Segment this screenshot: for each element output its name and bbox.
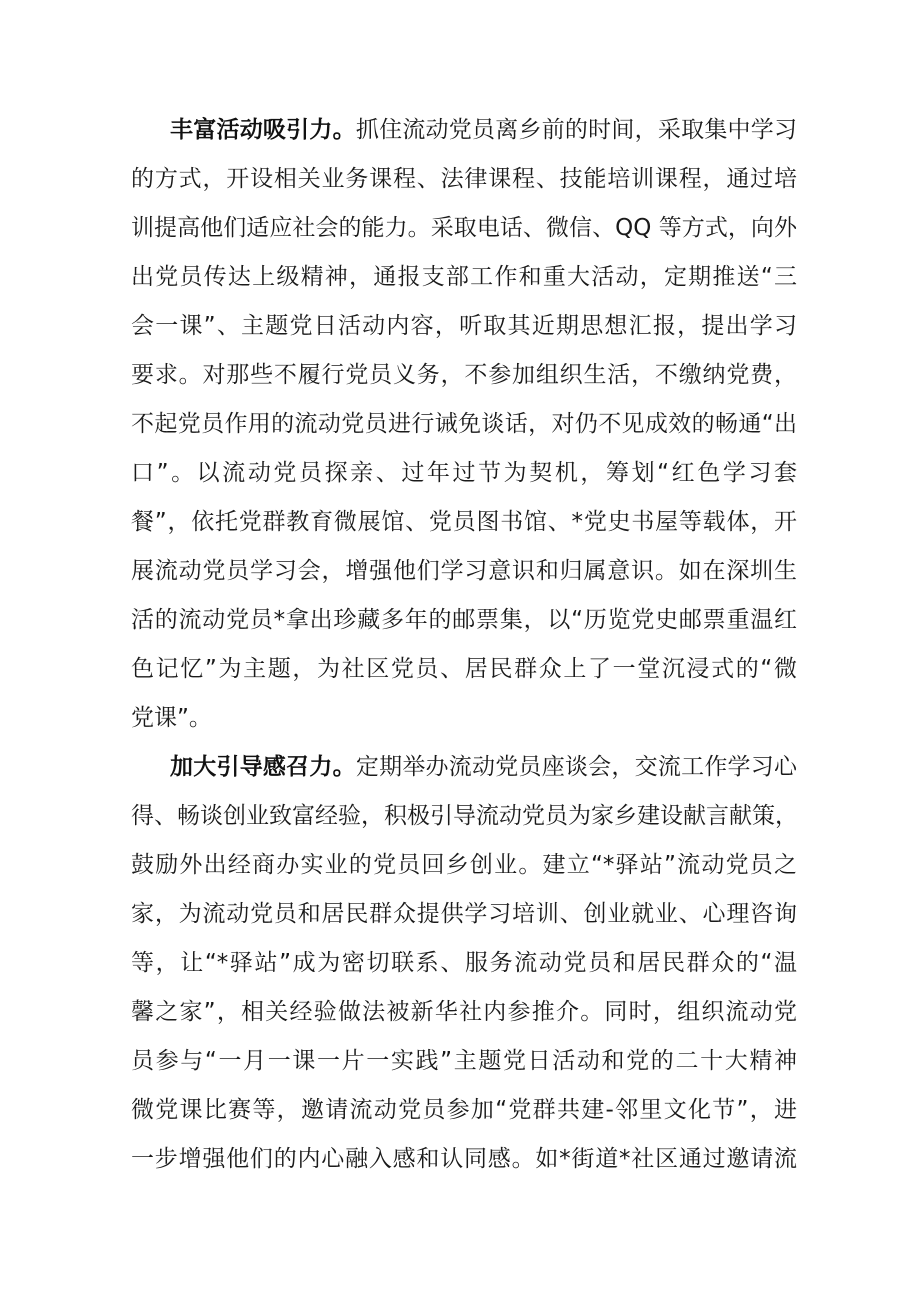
paragraph-1-line-8: 口”。以流动党员探亲、过年过节为契机，筹划“红色学习套: [131, 460, 797, 486]
paragraph-2-line-9: 一步增强他们的内心融入感和认同感。如*街道*社区通过邀请流: [131, 1146, 797, 1172]
paragraph-2-line-5: 等，让“*驿站”成为密切联系、服务流动党员和居民群众的“温: [131, 950, 797, 976]
paragraph-1-line-3: 训提高他们适应社会的能力。采取电话、微信、QQ 等方式，向外: [131, 215, 797, 241]
paragraph-1-heading: 丰富活动吸引力。: [170, 117, 356, 143]
paragraph-1-line-9: 餐”，依托党群教育微展馆、党员图书馆、*党史书屋等载体，开: [131, 509, 797, 535]
paragraph-1-line-7: 不起党员作用的流动党员进行诫免谈话，对仍不见成效的畅通“出: [131, 411, 797, 437]
paragraph-1-line-10: 展流动党员学习会，增强他们学习意识和归属意识。如在深圳生: [131, 558, 797, 584]
paragraph-2-heading: 加大引导感召力。: [170, 754, 356, 780]
paragraph-2-line-1: [170, 749, 797, 785]
paragraph-1-line-1-text: 抓住流动党员离乡前的时间，采取集中学习: [355, 117, 798, 143]
paragraph-1-line-12: 色记忆”为主题，为社区党员、居民群众上了一堂沉浸式的“微: [131, 656, 797, 682]
paragraph-2-line-6: 馨之家”，相关经验做法被新华社内参推介。同时，组织流动党: [131, 999, 797, 1025]
paragraph-2-line-8: 微党课比赛等，邀请流动党员参加“党群共建-邻里文化节”，进: [131, 1097, 797, 1123]
paragraph-1-line-13: 党课”。: [131, 705, 212, 731]
paragraph-2-line-7: 员参与“一月一课一片一实践”主题党日活动和党的二十大精神: [131, 1048, 797, 1074]
paragraph-2-line-4: 家，为流动党员和居民群众提供学习培训、创业就业、心理咨询: [131, 901, 797, 927]
paragraph-1-line-6: 要求。对那些不履行党员义务，不参加组织生活，不缴纳党费，: [131, 362, 797, 388]
paragraph-2-line-2: 得、畅谈创业致富经验，积极引导流动党员为家乡建设献言献策，: [131, 803, 798, 829]
paragraph-1-line-5: 会一课”、主题党日活动内容，听取其近期思想汇报，提出学习: [131, 313, 797, 339]
paragraph-1-line-2: 的方式，开设相关业务课程、法律课程、技能培训课程，通过培: [131, 166, 797, 192]
paragraph-1-line-1: [170, 112, 797, 148]
paragraph-2-line-3: 鼓励外出经商办实业的党员回乡创业。建立“*驿站”流动党员之: [131, 852, 797, 878]
paragraph-1-line-11: 活的流动党员*拿出珍藏多年的邮票集，以“历览党史邮票重温红: [131, 607, 797, 633]
paragraph-1-line-4: 出党员传达上级精神，通报支部工作和重大活动，定期推送“三: [131, 264, 797, 290]
paragraph-2-line-1-text: 定期举办流动党员座谈会，交流工作学习心: [355, 754, 798, 780]
